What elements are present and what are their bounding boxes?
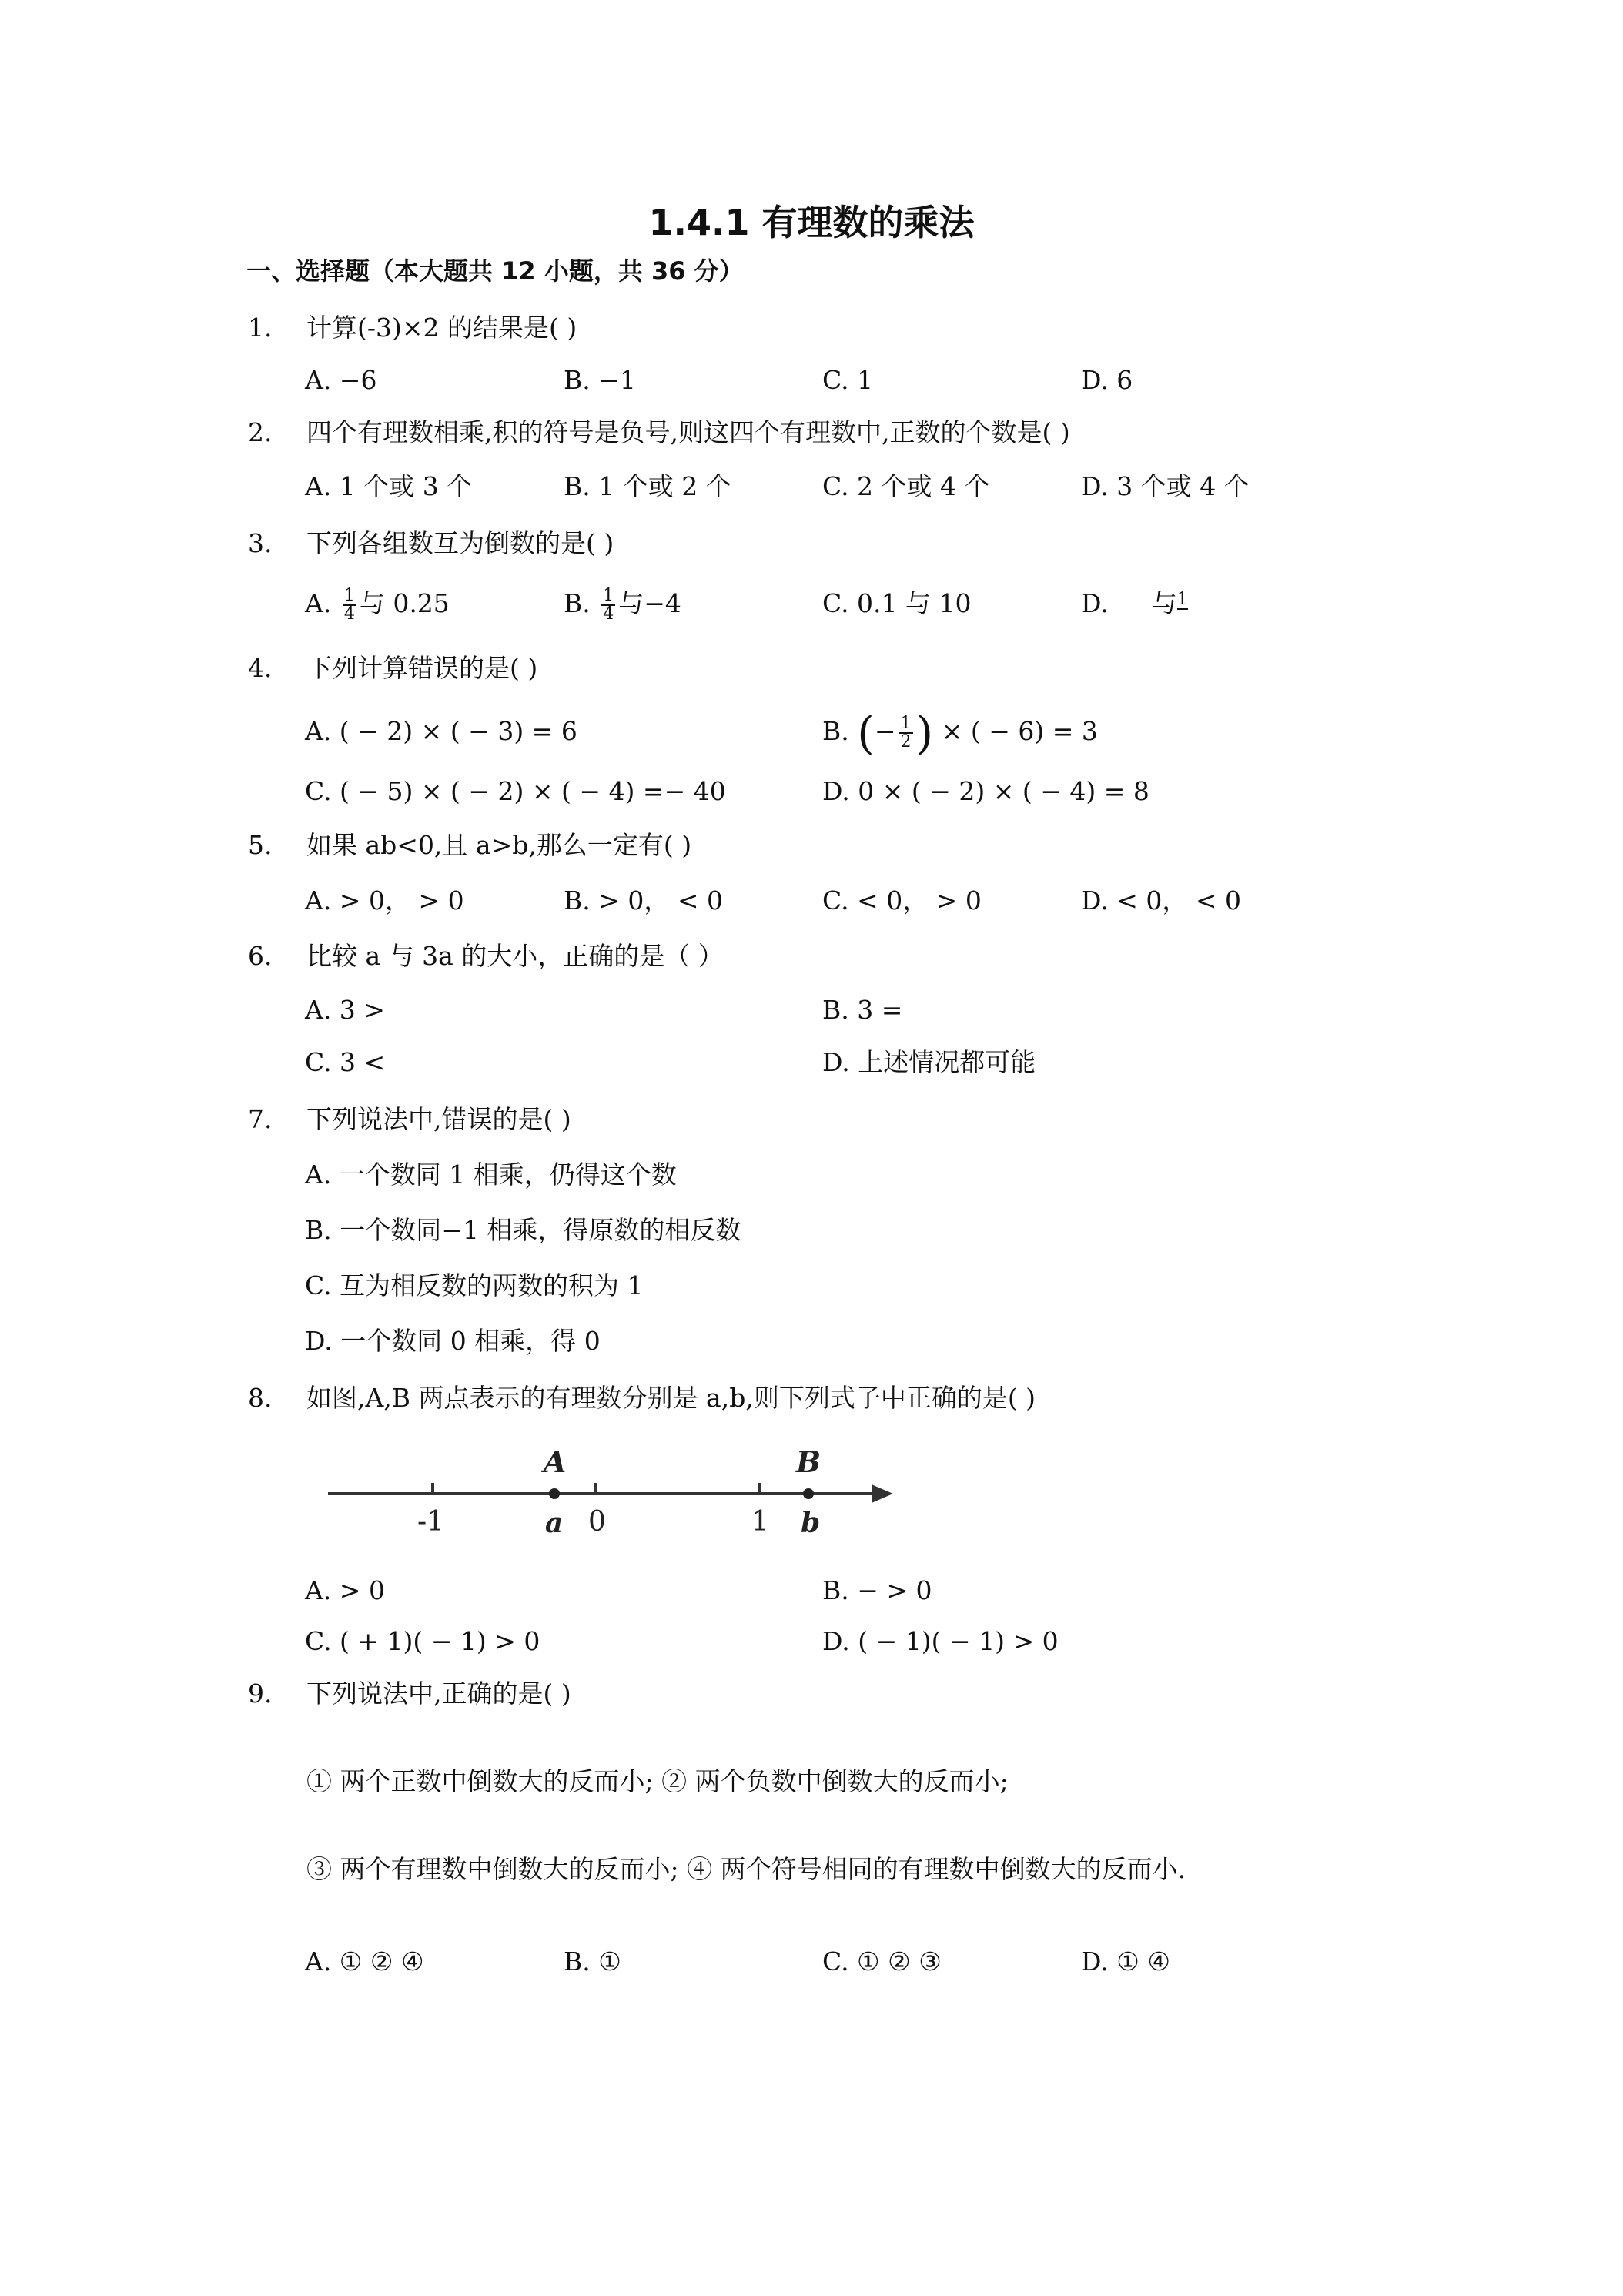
point-b xyxy=(803,1488,814,1499)
question-number: 8. xyxy=(248,1383,273,1413)
option-c: C. < 0， > 0 xyxy=(822,885,982,915)
option-d: D. 一个数同 0 相乘，得 0 xyxy=(305,1326,601,1356)
question-stem: 下列说法中,正确的是( ) xyxy=(306,1678,571,1709)
option-d: D. ( − 1)( − 1) > 0 xyxy=(822,1626,1059,1656)
option-b: B. > 0， < 0 xyxy=(564,885,723,915)
option-d: D. 上述情况都可能 xyxy=(822,1047,1036,1077)
option-d: D. ① ④ xyxy=(1081,1946,1170,1976)
option-b: B. 3 = xyxy=(822,995,903,1025)
option-c: C. 互为相反数的两数的积为 1 xyxy=(305,1270,644,1300)
statement-line: ① 两个正数中倒数大的反而小; ② 两个负数中倒数大的反而小; xyxy=(306,1766,1009,1796)
option-b: B. ① xyxy=(564,1946,621,1976)
label-a: a xyxy=(545,1507,564,1539)
option-d: D. 与1 xyxy=(1081,588,1188,618)
option-d: D. 0 × ( − 2) × ( − 4) = 8 xyxy=(822,776,1149,806)
option-d: D. 6 xyxy=(1081,365,1133,395)
question-stem: 下列各组数互为倒数的是( ) xyxy=(306,528,614,558)
option-a: A. > 0， > 0 xyxy=(305,885,464,915)
option-d: D. 3 个或 4 个 xyxy=(1081,471,1250,501)
statement-line: ③ 两个有理数中倒数大的反而小; ④ 两个符号相同的有理数中倒数大的反而小. xyxy=(306,1854,1186,1884)
question-number: 2. xyxy=(248,417,273,447)
question-number: 1. xyxy=(248,313,273,343)
option-b: B. 一个数同−1 相乘，得原数的相反数 xyxy=(305,1215,741,1245)
question-number: 4. xyxy=(248,653,273,683)
option-b: B. (− $\frac{1}{2}$ ) × ( − 6) = 3 xyxy=(822,707,1098,759)
option-c: C. 3 < xyxy=(305,1047,386,1077)
option-a: A. −6 xyxy=(305,365,377,395)
option-a: A. $\frac{1}{4}$ 与 0.25 xyxy=(305,586,450,624)
arrow-head-icon xyxy=(872,1484,893,1503)
option-a: A. 3 > xyxy=(305,995,385,1025)
label-B: B xyxy=(796,1444,822,1479)
question-number: 3. xyxy=(248,528,273,558)
question-stem: 下列说法中,错误的是( ) xyxy=(306,1104,571,1134)
option-a: A. > 0 xyxy=(305,1575,385,1605)
option-c: C. ( − 5) × ( − 2) × ( − 4) =− 40 xyxy=(305,776,726,806)
option-a: A. ① ② ④ xyxy=(305,1946,424,1976)
option-b: B. 1 个或 2 个 xyxy=(564,471,731,501)
option-a: A. 1 个或 3 个 xyxy=(305,471,473,501)
question-stem: 如果 ab<0,且 a>b,那么一定有( ) xyxy=(306,830,692,860)
fraction: $\frac{1}{4}$ xyxy=(603,586,614,624)
question-stem: 计算(-3)×2 的结果是( ) xyxy=(306,313,577,343)
option-b: B. − > 0 xyxy=(822,1575,932,1605)
tick-label: -1 xyxy=(417,1506,445,1538)
option-d: D. < 0， < 0 xyxy=(1081,885,1242,915)
option-b: B. −1 xyxy=(564,365,636,395)
tick-label: 0 xyxy=(588,1506,606,1538)
question-stem: 四个有理数相乘,积的符号是负号,则这四个有理数中,正数的个数是( ) xyxy=(306,417,1070,447)
option-c: C. 0.1 与 10 xyxy=(822,588,972,618)
question-number: 9. xyxy=(248,1678,273,1709)
tick-label: 1 xyxy=(751,1506,769,1538)
page-title: 1.4.1 有理数的乘法 xyxy=(648,202,975,243)
question-number: 5. xyxy=(248,830,273,860)
question-number: 7. xyxy=(248,1104,273,1134)
section-heading: 一、选择题（本大题共 12 小题，共 36 分） xyxy=(246,256,744,286)
question-stem: 比较 a 与 3a 的大小，正确的是（ ） xyxy=(306,941,724,971)
option-a: A. ( − 2) × ( − 3) = 6 xyxy=(305,716,577,746)
question-stem: 下列计算错误的是( ) xyxy=(306,653,538,683)
question-stem: 如图,A,B 两点表示的有理数分别是 a,b,则下列式子中正确的是( ) xyxy=(306,1383,1036,1413)
option-b: B. $\frac{1}{4}$ 与−4 xyxy=(564,586,681,624)
fraction: $\frac{1}{2}$ xyxy=(900,714,912,751)
number-line-figure xyxy=(323,1440,909,1540)
question-number: 6. xyxy=(248,941,273,971)
option-c: C. 2 个或 4 个 xyxy=(822,471,990,501)
fraction: $\frac{1}{4}$ xyxy=(343,586,355,624)
label-b: b xyxy=(801,1507,821,1539)
option-c: C. ( + 1)( − 1) > 0 xyxy=(305,1626,540,1656)
option-c: C. ① ② ③ xyxy=(822,1946,942,1976)
option-c: C. 1 xyxy=(822,365,874,395)
label-A: A xyxy=(544,1444,567,1479)
point-a xyxy=(549,1488,560,1499)
option-a: A. 一个数同 1 相乘，仍得这个数 xyxy=(305,1160,677,1190)
